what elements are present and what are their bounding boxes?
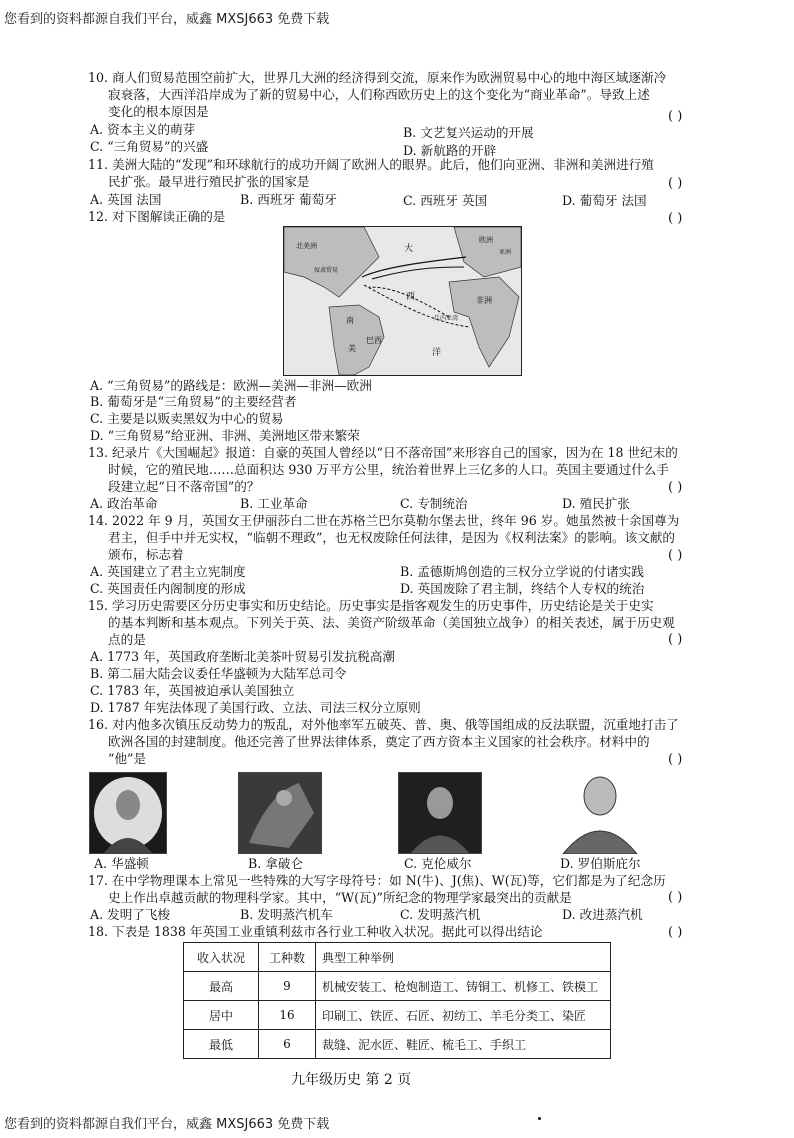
map-label-north-america: 北美洲 — [296, 242, 317, 250]
q10-line2: 寂衰落，大西洋沿岸成为了新的贸易中心，人们称西欧历史上的这个变化为“商业革命”。导致上述 — [108, 87, 650, 102]
q14-line1: 14. 2022 年 9 月，英国女王伊丽莎白二世在苏格兰巴尔莫勒尔堡去世，终年 96 岁。她虽然被十余国尊为 — [88, 513, 680, 528]
q14-option-b: B. 孟德斯鸠创造的三权分立学说的付诸实践 — [400, 564, 644, 579]
map-label-africa: 非洲 — [476, 296, 492, 305]
q10-option-d: D. 新航路的开辟 — [403, 143, 497, 158]
q17-option-c: C. 发明蒸汽机 — [400, 907, 481, 922]
q17-option-d: D. 改进蒸汽机 — [562, 907, 643, 922]
table-cell: 机械安装工、枪炮制造工、铸铜工、机修工、铁模工 — [316, 972, 611, 1001]
q13-answer-paren: ( ) — [668, 480, 683, 495]
q15-line2: 的基本判断和基本观点。下列关于英、法、美资产阶级革命（美国独立战争）的相关表述，属于历史观 — [108, 615, 675, 630]
q18-line1: 18. 下表是 1838 年英国工业重镇利兹市各行业工种收入状况。据此可以得出结论 — [88, 924, 543, 939]
q10-answer-paren: ( ) — [668, 109, 683, 124]
q13-option-a: A. 政治革命 — [90, 496, 158, 511]
q15-option-b: B. 第二届大陆会议委任华盛顿为大陆军总司令 — [90, 666, 347, 681]
triangle-trade-map — [283, 226, 522, 376]
map-label-xi: 西 — [406, 292, 416, 302]
q16-option-a: A. 华盛顿 — [94, 856, 149, 871]
q11-answer-paren: ( ) — [668, 176, 683, 191]
q17-option-b: B. 发明蒸汽机车 — [240, 907, 333, 922]
q11-option-d: D. 葡萄牙 法国 — [562, 193, 647, 208]
q14-line2: 君主，但手中并无实权，“临朝不理政”，也无权废除任何法律，是因为《权利法案》的影响。该文献的 — [108, 530, 676, 545]
q14-option-c: C. 英国责任内阁制度的形成 — [90, 581, 246, 596]
table-cell: 印刷工、铁匠、石匠、初纺工、羊毛分类工、染匠 — [316, 1001, 611, 1030]
q13-option-c: C. 专制统治 — [400, 496, 468, 511]
q14-answer-paren: ( ) — [668, 548, 683, 563]
q13-option-b: B. 工业革命 — [240, 496, 308, 511]
table-cell: 9 — [259, 972, 316, 1001]
q10-option-b: B. 文艺复兴运动的开展 — [403, 125, 534, 140]
q11-line1: 11. 美洲大陆的“发现”和环球航行的成功开阔了欧洲人的眼界。此后，他们向亚洲、非洲和美洲进行殖 — [88, 157, 654, 172]
table-header-row — [184, 943, 611, 972]
table-header-cell: 典型工种举例 — [316, 943, 611, 972]
q12-line1: 12. 对下图解读正确的是 — [88, 209, 226, 224]
portrait-robespierre-image — [555, 768, 645, 854]
q13-line1: 13. 纪录片《大国崛起》报道：自豪的英国人曾经以“日不落帝国”来形容自己的国家，因为在 18 世纪末的 — [88, 445, 678, 460]
q16-line1: 16. 对内他多次镇压反动势力的叛乱，对外他率军五破英、普、奥、俄等国组成的反法联盟，沉重地打击了 — [88, 717, 679, 732]
table-cell: 裁缝、泥水匠、鞋匠、梳毛工、手织工 — [316, 1030, 611, 1059]
q12-option-d: D. “三角贸易”给亚洲、非洲、美洲地区带来繁荣 — [90, 428, 360, 443]
q17-answer-paren: ( ) — [668, 890, 683, 905]
q18-answer-paren: ( ) — [668, 925, 683, 940]
table-cell: 最高 — [184, 972, 259, 1001]
q17-line1: 17. 在中学物理课本上常见一些特殊的大写字母符号：如 N(牛)、J(焦)、W(瓦)等，它们都是为了纪念历 — [88, 873, 666, 888]
q16-line3: “他”是 — [108, 751, 147, 766]
q16-answer-paren: ( ) — [668, 752, 683, 767]
q14-line3: 颁布，标志着 — [108, 547, 184, 562]
map-label-asia: 亚洲 — [499, 249, 512, 256]
map-label-mei: 美 — [348, 344, 356, 353]
watermark-bottom: 您看到的资料都源自我们平台，威鑫 MXSJ663 免费下载 — [4, 1117, 330, 1132]
q16-option-d: D. 罗伯斯庇尔 — [560, 856, 641, 871]
q15-option-d: D. 1787 年宪法体现了美国行政、立法、司法三权分立原则 — [90, 700, 421, 715]
page-footer: 九年级历史 第 2 页 — [291, 1072, 412, 1088]
table-cell: 居中 — [184, 1001, 259, 1030]
portrait-washington — [89, 772, 167, 854]
map-label-slave-trade: 奴隶贸易 — [314, 267, 339, 274]
watermark-top: 您看到的资料都源自我们平台，威鑫 MXSJ663 免费下载 — [4, 12, 330, 27]
q16-line2: 欧洲各国的封建制度。他还完善了世界法律体系，奠定了西方资本主义国家的社会秩序。材料中的 — [108, 734, 650, 749]
q14-option-d: D. 英国废除了君主制，终结个人专权的统治 — [400, 581, 645, 596]
table-header-cell: 收入状况 — [184, 943, 259, 972]
portrait-robespierre — [555, 768, 645, 854]
income-table — [183, 942, 611, 1059]
q11-option-a: A. 英国 法国 — [90, 192, 162, 207]
q10-option-c: C. “三角贸易”的兴盛 — [90, 139, 209, 154]
q17-option-a: A. 发明了飞梭 — [90, 907, 171, 922]
q15-option-a: A. 1773 年，英国政府垄断北美茶叶贸易引发抗税高潮 — [90, 649, 396, 664]
q15-answer-paren: ( ) — [668, 632, 683, 647]
q16-option-b: B. 拿破仑 — [248, 856, 304, 871]
table-cell: 16 — [259, 1001, 316, 1030]
table-row — [184, 1001, 611, 1030]
portrait-napoleon-image — [239, 773, 321, 853]
q11-line2: 民扩张。最早进行殖民扩张的国家是 — [108, 174, 310, 189]
map-label-europe: 欧洲 — [479, 236, 493, 244]
portrait-cromwell-image — [399, 773, 481, 853]
q10-line3: 变化的根本原因是 — [108, 104, 209, 119]
map-label-nan: 南 — [346, 316, 354, 325]
map-label-yang: 洋 — [432, 348, 442, 358]
q13-line3: 段建立起“日不落帝国”的？ — [108, 479, 260, 494]
q16-option-c: C. 克伦威尔 — [404, 856, 472, 871]
q10-option-a: A. 资本主义的萌芽 — [90, 122, 196, 137]
map-label-brazil: 巴西 — [366, 336, 382, 345]
q12-option-c: C. 主要是以贩卖黑奴为中心的贸易 — [90, 411, 284, 426]
q15-line1: 15. 学习历史需要区分历史事实和历史结论。历史事实是指客观发生的历史事件，历史结论是关于史实 — [88, 598, 654, 613]
table-row — [184, 972, 611, 1001]
table-row — [184, 1030, 611, 1059]
portrait-washington-image — [90, 773, 166, 853]
q10-line1: 10. 商人们贸易范围空前扩大，世界几大洲的经济得到交流，原来作为欧洲贸易中心的地中海区域逐渐冷 — [88, 70, 667, 85]
q12-option-a: A. “三角贸易”的路线是：欧洲—美洲—非洲—欧洲 — [90, 378, 372, 393]
q12-option-b: B. 葡萄牙是“三角贸易”的主要经营者 — [90, 394, 297, 409]
map-label-guinea: 几内亚湾 — [434, 315, 459, 322]
q15-line3: 点的是 — [108, 632, 146, 647]
scan-dot — [538, 1117, 541, 1120]
q13-line2: 时候，它的殖民地……总面积达 930 万平方公里，统治着世界上三亿多的人口。英国主要通过什么手 — [108, 462, 669, 477]
table-cell: 6 — [259, 1030, 316, 1059]
q12-answer-paren: ( ) — [668, 211, 683, 226]
portrait-napoleon — [238, 772, 322, 854]
table-header-cell: 工种数 — [259, 943, 316, 972]
map-label-da: 大 — [404, 244, 414, 254]
q17-line2: 史上作出卓越贡献的物理科学家。其中，“W(瓦)”所纪念的物理学家最突出的贡献是 — [108, 890, 572, 905]
q11-option-c: C. 西班牙 英国 — [403, 193, 488, 208]
portrait-cromwell — [398, 772, 482, 854]
q15-option-c: C. 1783 年，英国被迫承认美国独立 — [90, 683, 295, 698]
q13-option-d: D. 殖民扩张 — [562, 496, 631, 511]
q14-option-a: A. 英国建立了君主立宪制度 — [90, 564, 246, 579]
q11-option-b: B. 西班牙 葡萄牙 — [240, 192, 337, 207]
table-cell: 最低 — [184, 1030, 259, 1059]
